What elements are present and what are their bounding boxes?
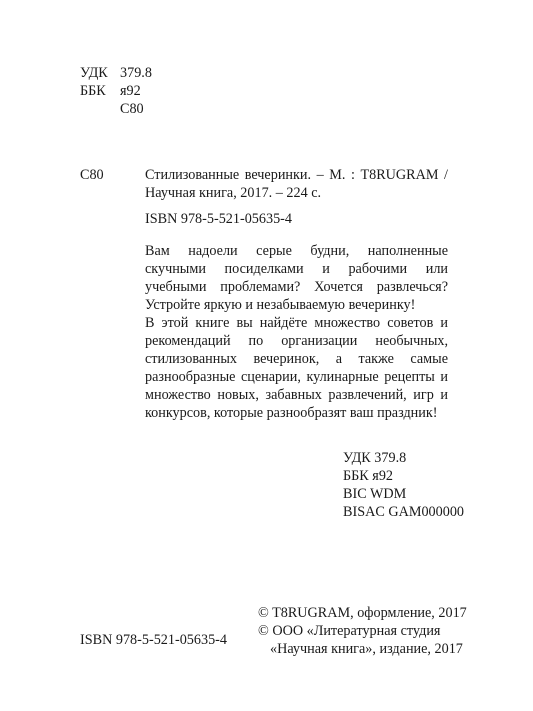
- top-classification-block: [80, 64, 152, 118]
- bbk-value: я92: [120, 83, 141, 99]
- isbn-bottom: ISBN 978-5-521-05635-4: [80, 632, 227, 648]
- annotation: [145, 242, 448, 422]
- bbk-line: [80, 82, 152, 100]
- bbk-code: ББК я92: [343, 468, 394, 484]
- bisac-code: BISAC GAM000000: [343, 504, 465, 520]
- copyright-line: «Научная книга», издание, 2017: [270, 641, 463, 657]
- bbk-label: ББК: [80, 83, 106, 99]
- copyright-line: © ООО «Литературная студия: [258, 623, 441, 639]
- annotation-paragraph: Вам надоели серые будни, наполненные скучными посиделками и рабочими или учебными проблемами? Хочется развлечься? Устройте яркую и незабываемую вечеринку!: [145, 243, 448, 313]
- udk-value: 379.8: [120, 65, 152, 81]
- udk-label: УДК: [80, 65, 108, 81]
- isbn-catalog: ISBN 978-5-521-05635-4: [145, 211, 292, 227]
- copyright-block: [258, 604, 467, 658]
- author-mark-catalog: С80: [80, 167, 104, 183]
- bic-code: BIC WDM: [343, 486, 407, 502]
- udk-line: [80, 64, 152, 82]
- copyright-line: © T8RUGRAM, оформление, 2017: [258, 605, 467, 621]
- udk-code: УДК 379.8: [343, 450, 407, 466]
- bottom-classification-block: [343, 449, 464, 521]
- author-mark-top: С80: [120, 101, 144, 117]
- annotation-paragraph: В этой книге вы найдёте множество советов и рекомендаций по организации необычных, стилизованных вечеринок, а также самые разнообразные сценарии, кулинарные рецепты и множество новых, забавных развлечений, игр и конкурсов, которые разнообразят ваш праздник!: [145, 315, 448, 421]
- bibliographic-description: Стилизованные вечеринки. – М. : T8RUGRAM / Научная книга, 2017. – 224 с.: [145, 167, 448, 201]
